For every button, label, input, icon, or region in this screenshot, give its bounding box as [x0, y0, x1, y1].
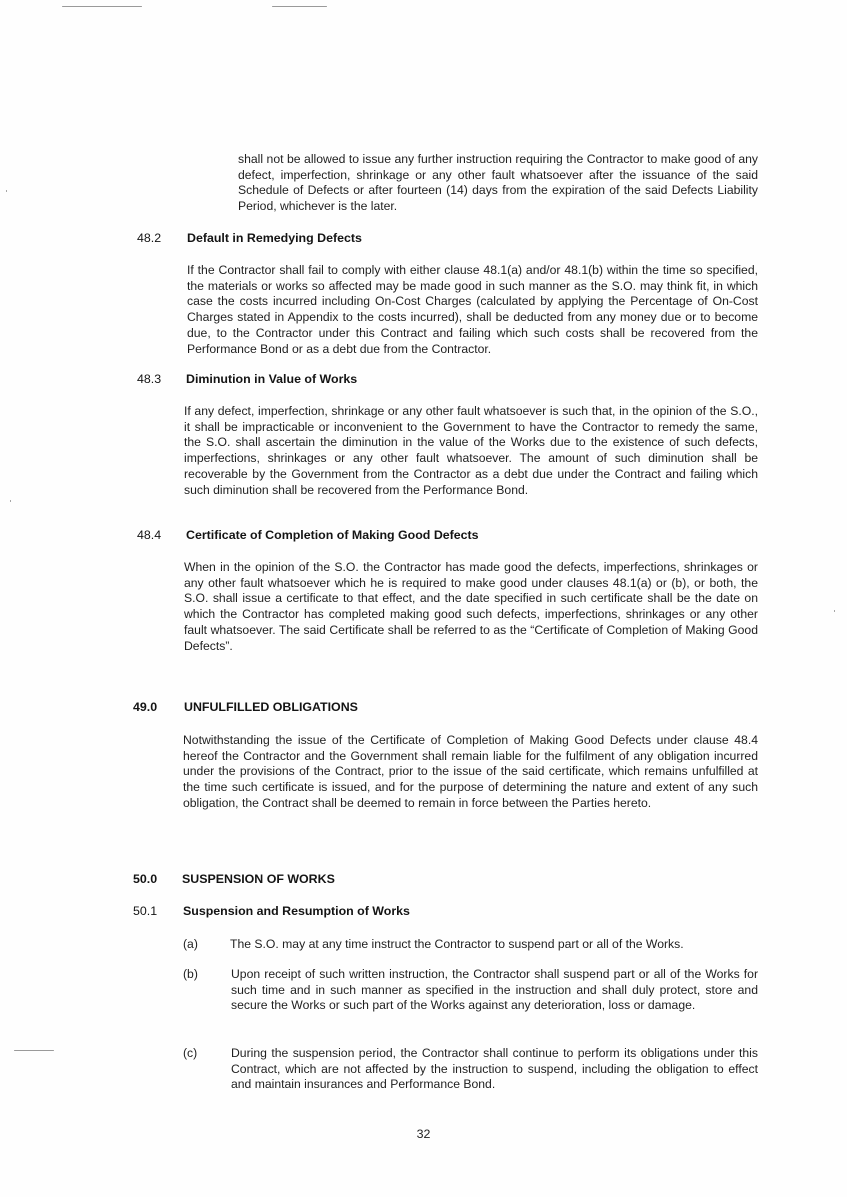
- scan-speck: [272, 6, 327, 7]
- section-body: When in the opinion of the S.O. the Contractor has made good the defects, imperfections, shrinkages or any other fault whatsoever which he is required to make good under clauses 48.1(a) or (b), or both, the S.O. shall issue a certificate to that effect, and the date specified in such certificate shall be the date on which the Contractor has completed making good such defects, imperfections, shrinkages or any other fault whatsoever. The said Certificate shall be referred to as the “Certificate of Completion of Making Good Defects”.: [184, 560, 758, 653]
- scan-speck: [834, 610, 835, 612]
- list-item-marker: (b): [183, 967, 198, 981]
- section-number: 50.1: [133, 904, 158, 918]
- list-item-text: The S.O. may at any time instruct the Contractor to suspend part or all of the Works.: [230, 937, 684, 951]
- section-number: 48.3: [137, 372, 162, 386]
- section-heading: Diminution in Value of Works: [186, 372, 358, 386]
- section-body: If any defect, imperfection, shrinkage or any other fault whatsoever is such that, in the opinion of the S.O., it shall be impracticable or inconvenient to the Government to have the Contractor to remedy the same, the S.O. shall ascertain the diminution in the value of the Works due to the existence of such defects, imperfections, shrinkages or any other fault whatsoever. The amount of such diminution shall be recoverable by the Government from the Contractor as a debt due under the Contract and failing which such diminution shall be recovered from the Performance Bond.: [184, 404, 758, 497]
- section-heading: Suspension and Resumption of Works: [183, 904, 410, 918]
- scan-speck: [10, 500, 11, 502]
- section-number: 49.0: [133, 700, 158, 714]
- section-heading: UNFULFILLED OBLIGATIONS: [184, 700, 358, 714]
- section-heading: Default in Remedying Defects: [187, 231, 362, 245]
- section-heading: Certificate of Completion of Making Good Defects: [186, 528, 479, 542]
- section-number: 48.2: [137, 231, 162, 245]
- section-body: If the Contractor shall fail to comply with either clause 48.1(a) and/or 48.1(b) within the time so specified, the materials or works so affected may be made good in such manner as the S.O. may think fit, in which case the costs incurred including On-Cost Charges (calculated by applying the Percentage of On-Cost Charges stated in Appendix to the costs incurred), shall be deducted from any money due or to become due, to the Contractor under this Contract and failing which such costs shall be recovered from the Performance Bond or as a debt due from the Contractor.: [187, 263, 758, 356]
- list-item-text: During the suspension period, the Contractor shall continue to perform its obligations under this Contract, which are not affected by the instruction to suspend, including the obligation to effect and maintain insurances and Performance Bond.: [231, 1046, 758, 1092]
- list-item-text: Upon receipt of such written instruction, the Contractor shall suspend part or all of the Works for such time and in such manner as specified in the instruction and shall duly protect, store and secure the Works or such part of the Works against any deterioration, loss or damage.: [231, 967, 758, 1013]
- section-number: 48.4: [137, 528, 162, 542]
- continuation-paragraph: shall not be allowed to issue any further instruction requiring the Contractor to make good of any defect, imperfection, shrinkage or any other fault whatsoever after the issuance of the said Schedule of Defects or after fourteen (14) days from the expiration of the said Defects Liability Period, whichever is the later.: [238, 152, 758, 214]
- section-body: Notwithstanding the issue of the Certificate of Completion of Making Good Defects under clause 48.4 hereof the Contractor and the Government shall remain liable for the fulfilment of any obligation incurred under the provisions of the Contract, prior to the issue of the said certificate, which remains unfulfilled at the time such certificate is issued, and for the purpose of determining the nature and extent of any such obligation, the Contract shall be deemed to remain in force between the Parties hereto.: [183, 733, 758, 810]
- scan-speck: [6, 190, 7, 192]
- section-number: 50.0: [133, 872, 158, 886]
- section-heading: SUSPENSION OF WORKS: [182, 872, 335, 886]
- list-item-marker: (c): [183, 1046, 198, 1060]
- scan-speck: [14, 1050, 54, 1051]
- list-item-marker: (a): [183, 937, 198, 951]
- page-number: 32: [416, 1127, 431, 1141]
- scan-speck: [62, 6, 142, 7]
